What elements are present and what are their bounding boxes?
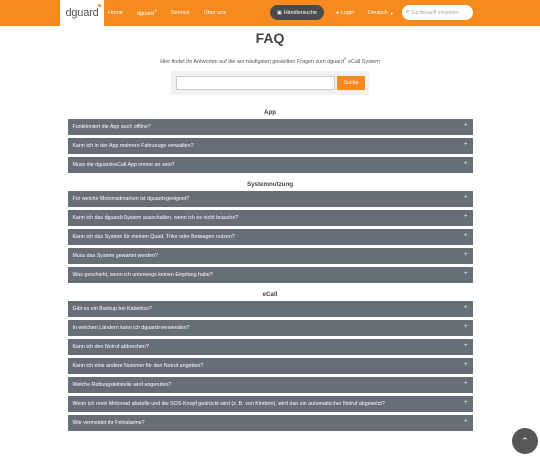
faq-question-text: Wie vermeidet ihr Fehlalarme? (72, 419, 145, 426)
plus-icon: + (463, 232, 468, 239)
header-search (402, 5, 473, 20)
chevron-up-icon: ⌃ (521, 435, 529, 446)
faq-question[interactable] (68, 377, 473, 394)
section-title: eCall (262, 290, 278, 298)
nav-service[interactable]: Service (170, 10, 190, 16)
nav-dguard[interactable] (137, 9, 157, 17)
faq-question[interactable] (68, 157, 473, 174)
plus-icon: + (463, 323, 468, 330)
faq-question-text: Was geschieht, wenn ich unterwegs keinen Empfang habe? (72, 271, 213, 278)
faq-question[interactable] (68, 320, 473, 337)
section-title: App (263, 108, 277, 116)
faq-question[interactable] (68, 267, 473, 284)
section-title: Systemnutzung (246, 180, 294, 188)
faq-question-text: Kann ich den Notruf abbrechen? (72, 343, 149, 350)
faq-sections (0, 107, 540, 437)
faq-question[interactable] (68, 396, 473, 413)
plus-icon: + (463, 304, 468, 311)
faq-question[interactable] (68, 301, 473, 318)
plus-icon: + (463, 399, 468, 406)
faq-search-button[interactable]: Suche (337, 76, 365, 90)
page-subtitle (0, 57, 540, 65)
dealer-search-label: Händlersuche (283, 9, 317, 16)
faq-question-text: Funktioniert die App auch offline? (72, 123, 151, 130)
plus-icon: + (463, 194, 468, 201)
faq-question-text-end: verwenden? (160, 324, 190, 331)
faq-question-text: Welche Rettungsleitstelle wird angerufen? (72, 381, 172, 388)
search-icon[interactable]: ⌕ (406, 9, 410, 15)
logo-dot (98, 4, 101, 7)
plus-icon: + (463, 380, 468, 387)
subtitle-post: eCall System (346, 58, 380, 65)
faq-question[interactable] (68, 415, 473, 432)
page-title: FAQ (255, 30, 285, 46)
subtitle-sup: ® (343, 57, 347, 61)
plus-icon: + (463, 160, 468, 167)
site-header (0, 0, 540, 26)
plus-icon: + (463, 251, 468, 258)
language-select[interactable] (368, 0, 394, 26)
plus-icon: + (463, 141, 468, 148)
faq-question-sup: ® (157, 325, 161, 330)
plus-icon: + (463, 418, 468, 425)
faq-question[interactable] (68, 138, 473, 155)
faq-question[interactable] (68, 191, 473, 208)
login-link[interactable] (336, 0, 354, 26)
logo[interactable] (60, 0, 104, 26)
store-icon: ▣ (277, 9, 282, 16)
faq-question-text-end: geeignet? (166, 195, 190, 202)
faq-question-text-end: System ausschalten, wenn ich es nicht brauche? (123, 214, 239, 221)
nav-dguard-label: dguard (136, 10, 155, 17)
plus-icon: + (463, 213, 468, 220)
nav-about[interactable]: Über uns (203, 10, 227, 16)
faq-search-panel (171, 71, 369, 95)
faq-question[interactable] (68, 229, 473, 246)
plus-icon: + (463, 342, 468, 349)
nav-dguard-sup: ® (154, 9, 157, 14)
logo-text: dguard (65, 7, 99, 19)
faq-question[interactable] (68, 210, 473, 227)
dealer-search-button[interactable] (270, 5, 324, 20)
faq-question[interactable] (68, 119, 473, 136)
scroll-to-top-button[interactable] (512, 428, 538, 454)
faq-question-text: Für welche Motorradmarken ist dguard (72, 195, 164, 202)
main-nav (108, 0, 240, 26)
faq-question-text: Wenn ich mein Motorrad abstelle und die SOS-Knopf gedrückt wird (z. B. von Kindern), wird dan ein automatischer Notruf abgesetzt? (72, 400, 385, 407)
faq-question[interactable] (68, 339, 473, 356)
faq-question-text: Kann ich das System für meinen Quad, Trike oder Beiwagen nutzen? (72, 233, 235, 240)
plus-icon: + (463, 270, 468, 277)
user-icon: ● (336, 10, 340, 16)
faq-question-text: Muss das System gewartet werden? (72, 252, 158, 259)
plus-icon: + (463, 122, 468, 129)
faq-question[interactable] (68, 248, 473, 265)
plus-icon: + (463, 361, 468, 368)
faq-question[interactable] (68, 358, 473, 375)
faq-question-sup: ® (111, 162, 115, 167)
faq-question-text-end: eCall App immer an sein? (114, 161, 175, 168)
faq-question-sup: ® (163, 196, 167, 201)
faq-question-sup: ® (121, 215, 124, 220)
faq-question-text: Muss die dguard (72, 161, 112, 168)
header-search-input[interactable] (411, 10, 467, 16)
faq-question-text: Kann ich das dguard (72, 214, 122, 221)
faq-question-text: Kann ich in der App mehrere Fahrzeuge verwalten? (72, 142, 194, 149)
language-label: Deutsch (368, 10, 388, 16)
faq-question-text: In welchen Ländern kann ich dguard (72, 324, 158, 331)
faq-question-text: Gibt es ein Backup bei Kabelriss? (72, 305, 152, 312)
subtitle-pre: Hier findet ihr Antworten auf die am häufigsten gestellten Fragen zum dguard (160, 58, 344, 65)
faq-search-input[interactable] (176, 76, 335, 90)
faq-question-text: Kann ich eine andere Nummer für den Notruf angeben? (72, 362, 204, 369)
chevron-down-icon: ▼ (389, 10, 394, 16)
login-label: Login (341, 10, 355, 16)
nav-home[interactable]: Home (108, 10, 123, 16)
